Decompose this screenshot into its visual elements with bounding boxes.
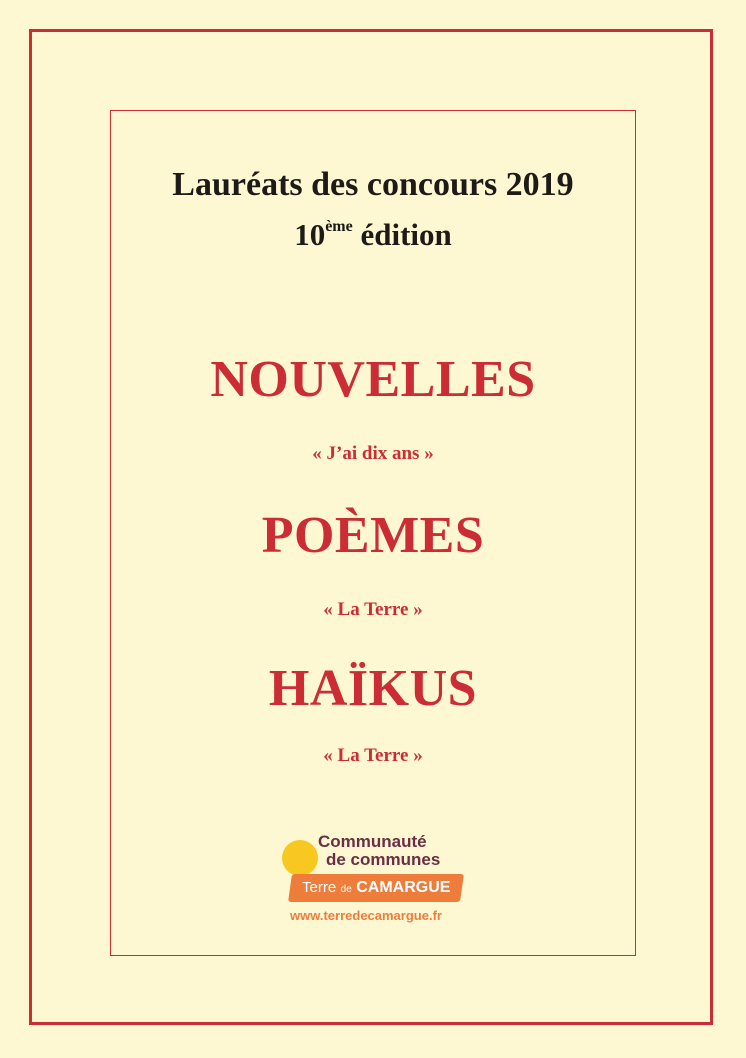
logo-line-de-communes: de communes [326, 850, 441, 869]
sun-icon [282, 840, 318, 876]
banner-terre: Terre [302, 879, 337, 896]
banner-camargue: CAMARGUE [356, 879, 451, 896]
logo-line-communaute: Communauté [318, 832, 427, 851]
banner-de: de [340, 884, 352, 895]
edition-word: édition [360, 217, 452, 252]
section-subtitle-poemes: « La Terre » [323, 599, 423, 620]
edition-suffix: ème [325, 218, 353, 235]
section-title-haikus: HAÏKUS [268, 660, 478, 717]
document-title: Lauréats des concours 2019 [172, 166, 574, 203]
logo-banner-text [302, 878, 450, 900]
edition-number: 10 [294, 217, 326, 252]
edition-label [0, 213, 746, 257]
section-subtitle-haikus: « La Terre » [323, 745, 423, 766]
section-subtitle-nouvelles: « J’ai dix ans » [312, 443, 434, 464]
section-title-poemes: POÈMES [261, 507, 485, 564]
website-url: www.terredecamargue.fr [290, 908, 442, 923]
terre-de-camargue-logo [280, 830, 480, 930]
section-title-nouvelles: NOUVELLES [210, 351, 536, 408]
